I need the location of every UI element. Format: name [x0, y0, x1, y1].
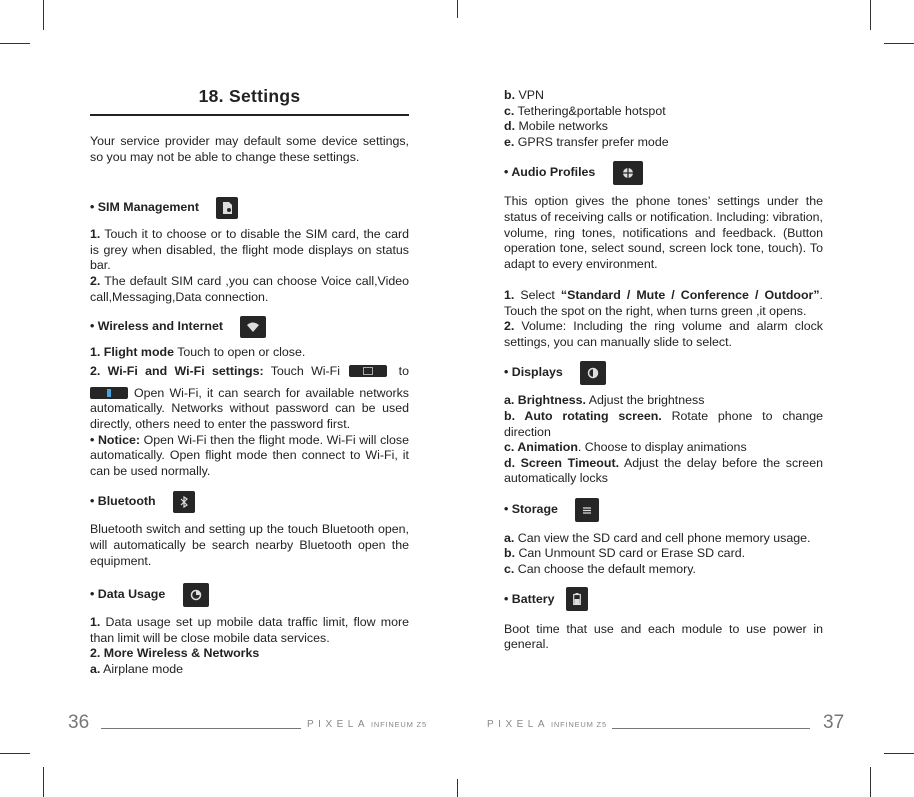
audio-step-1: 1. Select “Standard / Mute / Conference / Outdoor”. Touch the spot on the right, when turns green ,it opens. — [504, 287, 823, 318]
crop-mark — [457, 779, 458, 797]
mobile-networks-line: d. Mobile networks — [504, 119, 608, 134]
left-page-number: 36 — [68, 712, 90, 733]
crop-mark — [884, 43, 914, 44]
auto-rotate-line: b. Auto rotating screen. Rotate phone to change direction — [504, 408, 823, 439]
animation-line: c. Animation. Choose to display animations — [504, 440, 747, 455]
tethering-line: c. Tethering&portable hotspot — [504, 103, 666, 118]
crop-mark — [870, 0, 871, 30]
brightness-line: a. Brightness. Adjust the brightness — [504, 393, 705, 408]
crop-mark — [43, 0, 44, 30]
crop-mark — [43, 767, 44, 797]
audio-profiles-heading: • Audio Profiles — [504, 165, 596, 180]
storage-heading: • Storage — [504, 501, 558, 516]
sim-heading: • SIM Management — [90, 200, 199, 215]
battery-text: Boot time that use and each module to use power in general. — [504, 621, 823, 652]
crop-mark — [457, 0, 458, 18]
intro-text: Your service provider may default some device settings, so you may not be able to change these settings. — [90, 134, 409, 164]
sim-card-icon — [216, 197, 238, 219]
data-usage-line-1: 1. Data usage set up mobile data traffic limit, flow more than limit will be close mobile data services. — [90, 615, 409, 645]
left-footer-brand: PIXELA INFINEUM Z5 — [307, 719, 427, 730]
crop-mark — [884, 753, 914, 754]
displays-heading: • Displays — [504, 365, 563, 380]
left-page-column — [90, 86, 409, 677]
screen-timeout-line: d. Screen Timeout. Adjust the delay before the screen automatically locks — [504, 455, 823, 486]
sim-para-1: 1. Touch it to choose or to disable the SIM card, the card is grey when disabled, the flight mode displays on status bar. — [90, 227, 409, 273]
more-wireless-line: 2. More Wireless & Networks — [90, 646, 260, 661]
storage-line-b: b. Can Unmount SD card or Erase SD card. — [504, 546, 746, 561]
audio-profiles-text: This option gives the phone tones’ settings under the status of receiving calls or notification. Including: vibration, volume, ring tones, notifications and feedback. (Button operation tone, select sound, screen lock tone, touch). To adapt to every environment. — [504, 194, 823, 271]
battery-heading: • Battery — [504, 591, 555, 606]
wifi-toggle-on-icon — [90, 387, 128, 399]
sim-para-2: 2. The default SIM card ,you can choose Voice call,Video call,Messaging,Data connection. — [90, 273, 409, 304]
wifi-toggle-icon — [349, 365, 387, 377]
right-page-number: 37 — [823, 712, 845, 733]
battery-icon — [566, 587, 588, 611]
wifi-open-para: Open Wi-Fi, it can search for available networks automatically. Networks without password can be used directly, others need to enter the password first. — [90, 385, 409, 431]
airplane-mode-line: a. Airplane mode — [90, 661, 183, 676]
wifi-icon — [240, 316, 266, 338]
flight-mode-line: 1. Flight mode Touch to open or close. — [90, 345, 306, 360]
storage-line-a: a. Can view the SD card and cell phone memory usage. — [504, 530, 811, 545]
crop-mark — [0, 753, 30, 754]
wifi-notice: • Notice: Open Wi-Fi then the flight mode. Wi-Fi will close automatically. Open flight mode then connect to Wi-Fi, it can be used normally. — [90, 432, 409, 478]
crop-mark — [870, 767, 871, 797]
vpn-line: b. VPN — [504, 88, 544, 102]
gprs-line: e. GPRS transfer prefer mode — [504, 134, 669, 149]
left-footer-rule — [101, 728, 301, 729]
storage-icon — [575, 498, 599, 522]
display-brightness-icon — [580, 361, 606, 385]
right-page-column — [504, 88, 823, 653]
page-title: 18. Settings — [90, 86, 409, 116]
audio-profiles-icon — [613, 161, 643, 185]
data-usage-icon — [183, 583, 209, 607]
storage-line-c: c. Can choose the default memory. — [504, 562, 696, 577]
wireless-heading: • Wireless and Internet — [90, 319, 223, 334]
data-usage-heading: • Data Usage — [90, 587, 166, 602]
right-footer-rule — [612, 728, 810, 729]
crop-mark — [0, 43, 30, 44]
bluetooth-icon — [173, 491, 195, 513]
bluetooth-text: Bluetooth switch and setting up the touch Bluetooth open, will automatically be search nearby Bluetooth open the equipment. — [90, 522, 409, 568]
wifi-settings-line: 2. Wi-Fi and Wi-Fi settings: Touch Wi-Fi to — [90, 363, 409, 378]
audio-step-2: 2. Volume: Including the ring volume and alarm clock settings, you can manually slide to select. — [504, 319, 823, 349]
right-footer-brand: PIXELA INFINEUM Z5 — [487, 719, 607, 730]
bluetooth-heading: • Bluetooth — [90, 494, 156, 509]
